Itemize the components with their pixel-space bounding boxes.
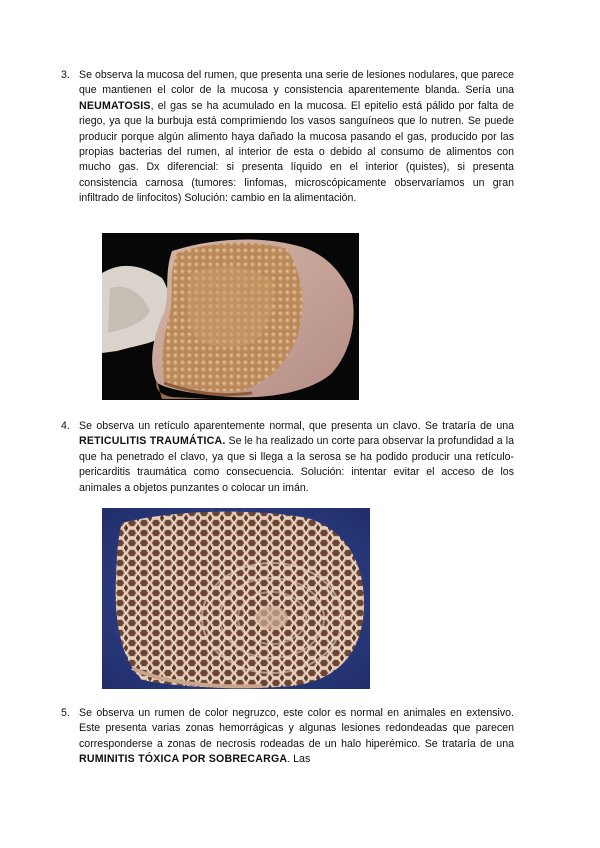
item-number: 4. bbox=[61, 420, 70, 432]
item-paragraph bbox=[79, 706, 514, 768]
rumen-mucosa-illustration bbox=[102, 233, 359, 400]
item-text: Se observa la mucosa del rumen, que presenta una serie de lesiones nodulares, que parece que mantienen el color de la mucosa y consistencia aparentemente blanda. Sería una bbox=[79, 69, 514, 97]
item-text: Se observa un rumen de color negruzco, este color es normal en animales en extensivo. Este presenta varias zonas hemorrágicas y algunas lesiones redondeadas que parecen corresponderse a zonas de necrosis rodeadas de un halo hiperémico. Se trataría de una bbox=[79, 707, 514, 750]
diagnosis-term: RETICULITIS TRAUMÁTICA. bbox=[79, 435, 226, 448]
item-text: , el gas se ha acumulado en la mucosa. El epitelio está pálido por falta de riego, ya que la burbuja está comprimiendo los vasos sanguíneos que lo nutren. Se puede producir porque algún alimento haya dañado la mucosa pasando el gas, producido por las propias bacterias del rumen, al interior de esta o debido al consumo de alimentos con mucho gas. Dx diferencial: si presenta líquido en el interior (quistes), si presenta consistencia carnosa (tumores: linfomas, microscópicamente observaríamos un gran infiltrado de linfocitos) Solución: cambio en la alimentación. bbox=[79, 99, 514, 205]
reticulum-illustration bbox=[102, 508, 370, 689]
item-number: 5. bbox=[61, 707, 70, 719]
item-text: . Las bbox=[287, 753, 311, 766]
diagnosis-term: RUMINITIS TÓXICA POR SOBRECARGA bbox=[79, 753, 288, 766]
list-item-5 bbox=[61, 706, 514, 768]
item-paragraph bbox=[79, 419, 514, 496]
item-text: Se le ha realizado un corte para observar la profundidad a la que ha penetrado el clavo, ya que si llega a la serosa se ha podido producir una retículo-pericarditis traumática como consecuencia. Solución: intentar evitar el acceso de los animales a objetos punzantes o colocar un imán. bbox=[79, 435, 514, 494]
list-item-3 bbox=[61, 68, 514, 207]
list-item-4 bbox=[61, 419, 514, 496]
diagnosis-term: NEUMATOSIS bbox=[79, 99, 151, 112]
item-paragraph bbox=[79, 68, 514, 207]
item-number: 3. bbox=[61, 69, 70, 81]
item-text: Se observa un retículo aparentemente normal, que presenta un clavo. Se trataría de una bbox=[79, 420, 514, 432]
reticulum-photo bbox=[102, 508, 370, 689]
rumen-mucosa-photo bbox=[102, 233, 359, 400]
